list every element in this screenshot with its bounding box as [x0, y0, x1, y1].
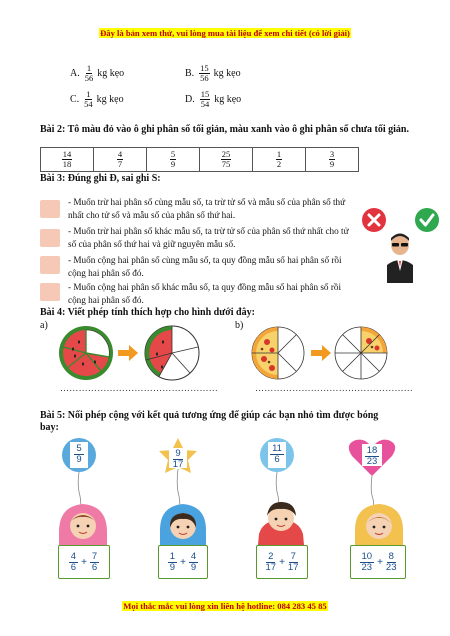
pizza-circle-right	[335, 327, 387, 379]
fraction-cell[interactable]: $\frac{14}{18}$	[41, 148, 94, 172]
balloon-4-fraction[interactable]: $\frac{18}{23}$	[366, 445, 378, 467]
fraction-cell[interactable]: $\frac{1}{2}$	[253, 148, 306, 172]
fraction-cell[interactable]: $\frac{25}{75}$	[200, 148, 253, 172]
pizza-diagram	[250, 322, 390, 384]
preview-banner: Đây là bản xem thử, vui lòng mua tài liệu để xem chi tiết (có lời giải)	[100, 28, 350, 38]
answer-line-b[interactable]: ……………………………………………	[255, 383, 414, 393]
sum-expression-4[interactable]: 10 23 + $\frac{8}{23}$	[350, 545, 406, 579]
watermelon-circle-right	[145, 326, 199, 380]
balloon-3-fraction[interactable]: $\frac{11}{6}$	[272, 443, 282, 465]
fraction-cell[interactable]: $\frac{4}{7}$	[94, 148, 147, 172]
statement-3: - Muốn cộng hai phân số cùng mẫu số, ta quy đồng mẫu số hai phân số rồi cộng hai phân số đó.	[68, 255, 342, 278]
answer-box[interactable]	[40, 283, 60, 301]
label-a: a)	[40, 320, 48, 331]
wrong-icon	[362, 208, 386, 232]
answer-box[interactable]	[40, 256, 60, 274]
answer-box[interactable]	[40, 229, 60, 247]
balloon-2-fraction[interactable]: $\frac{9}{17}$	[172, 448, 184, 470]
bai5-title: Bài 5: Nối phép cộng với kết quả tương ứng để giúp các bạn nhỏ tìm được bóng bay:	[40, 410, 379, 433]
option-d: D. $\frac{15}{54}$ kg kẹo	[185, 89, 242, 109]
option-c: C. $\frac{1}{54}$ kg kẹo	[70, 89, 124, 109]
watermelon-circle-left	[59, 326, 113, 380]
fraction-table	[40, 147, 359, 172]
option-a: A. $\frac{1}{56}$ kg kẹo	[70, 63, 125, 83]
arrow-right-icon	[311, 345, 331, 361]
sum-expression-1[interactable]: 4 6 + $\frac{7}{6}$	[58, 545, 110, 579]
bai2-title: Bài 2: Tô màu đỏ vào ô ghi phân số tối giản, màu xanh vào ô ghi phân số chưa tối giản.	[40, 124, 409, 135]
label-b: b)	[235, 320, 244, 331]
option-b: B. $\frac{15}{56}$ kg kẹo	[185, 63, 241, 83]
fraction-cell[interactable]: $\frac{3}{9}$	[306, 148, 359, 172]
sum-expression-3[interactable]: 2 17 + $\frac{7}{17}$	[256, 545, 308, 579]
answer-box[interactable]	[40, 200, 60, 218]
statement-1: - Muốn trừ hai phân số cùng mẫu số, ta trừ tử số và mẫu số của phân số thứ nhất cho tử số và mẫu số của phân số thứ hai.	[68, 197, 346, 220]
sum-expression-2[interactable]: 1 9 + $\frac{4}{9}$	[158, 545, 208, 579]
answer-line-a[interactable]: ……………………………………………	[60, 383, 219, 393]
check-icon	[415, 208, 439, 232]
right-wrong-illustration	[360, 205, 445, 285]
statement-4: - Muốn cộng hai phân số khác mẫu số, ta quy đồng mẫu số hai phân số rồi cộng hai phân số đó.	[68, 282, 342, 305]
watermelon-diagram	[55, 322, 205, 384]
statement-2: - Muốn trừ hai phân số khác mẫu số, ta trừ tử số của phân số thứ nhất cho tử số của phân số thứ hai và giữ nguyên mẫu số.	[68, 226, 349, 249]
pizza-circle-left	[252, 327, 304, 379]
hotline-banner: Mọi thắc mắc vui lòng xin liên hệ hotline: 084 283 45 85	[123, 601, 327, 611]
man-with-sunglasses-icon	[387, 234, 413, 284]
bai3-title: Bài 3: Đúng ghi Đ, sai ghi S:	[40, 173, 161, 184]
arrow-right-icon	[118, 345, 138, 361]
balloon-1-fraction[interactable]: $\frac{5}{9}$	[76, 443, 82, 465]
fraction-cell[interactable]: $\frac{5}{9}$	[147, 148, 200, 172]
bai4-title: Bài 4: Viết phép tính thích hợp cho hình dưới đây:	[40, 307, 255, 318]
